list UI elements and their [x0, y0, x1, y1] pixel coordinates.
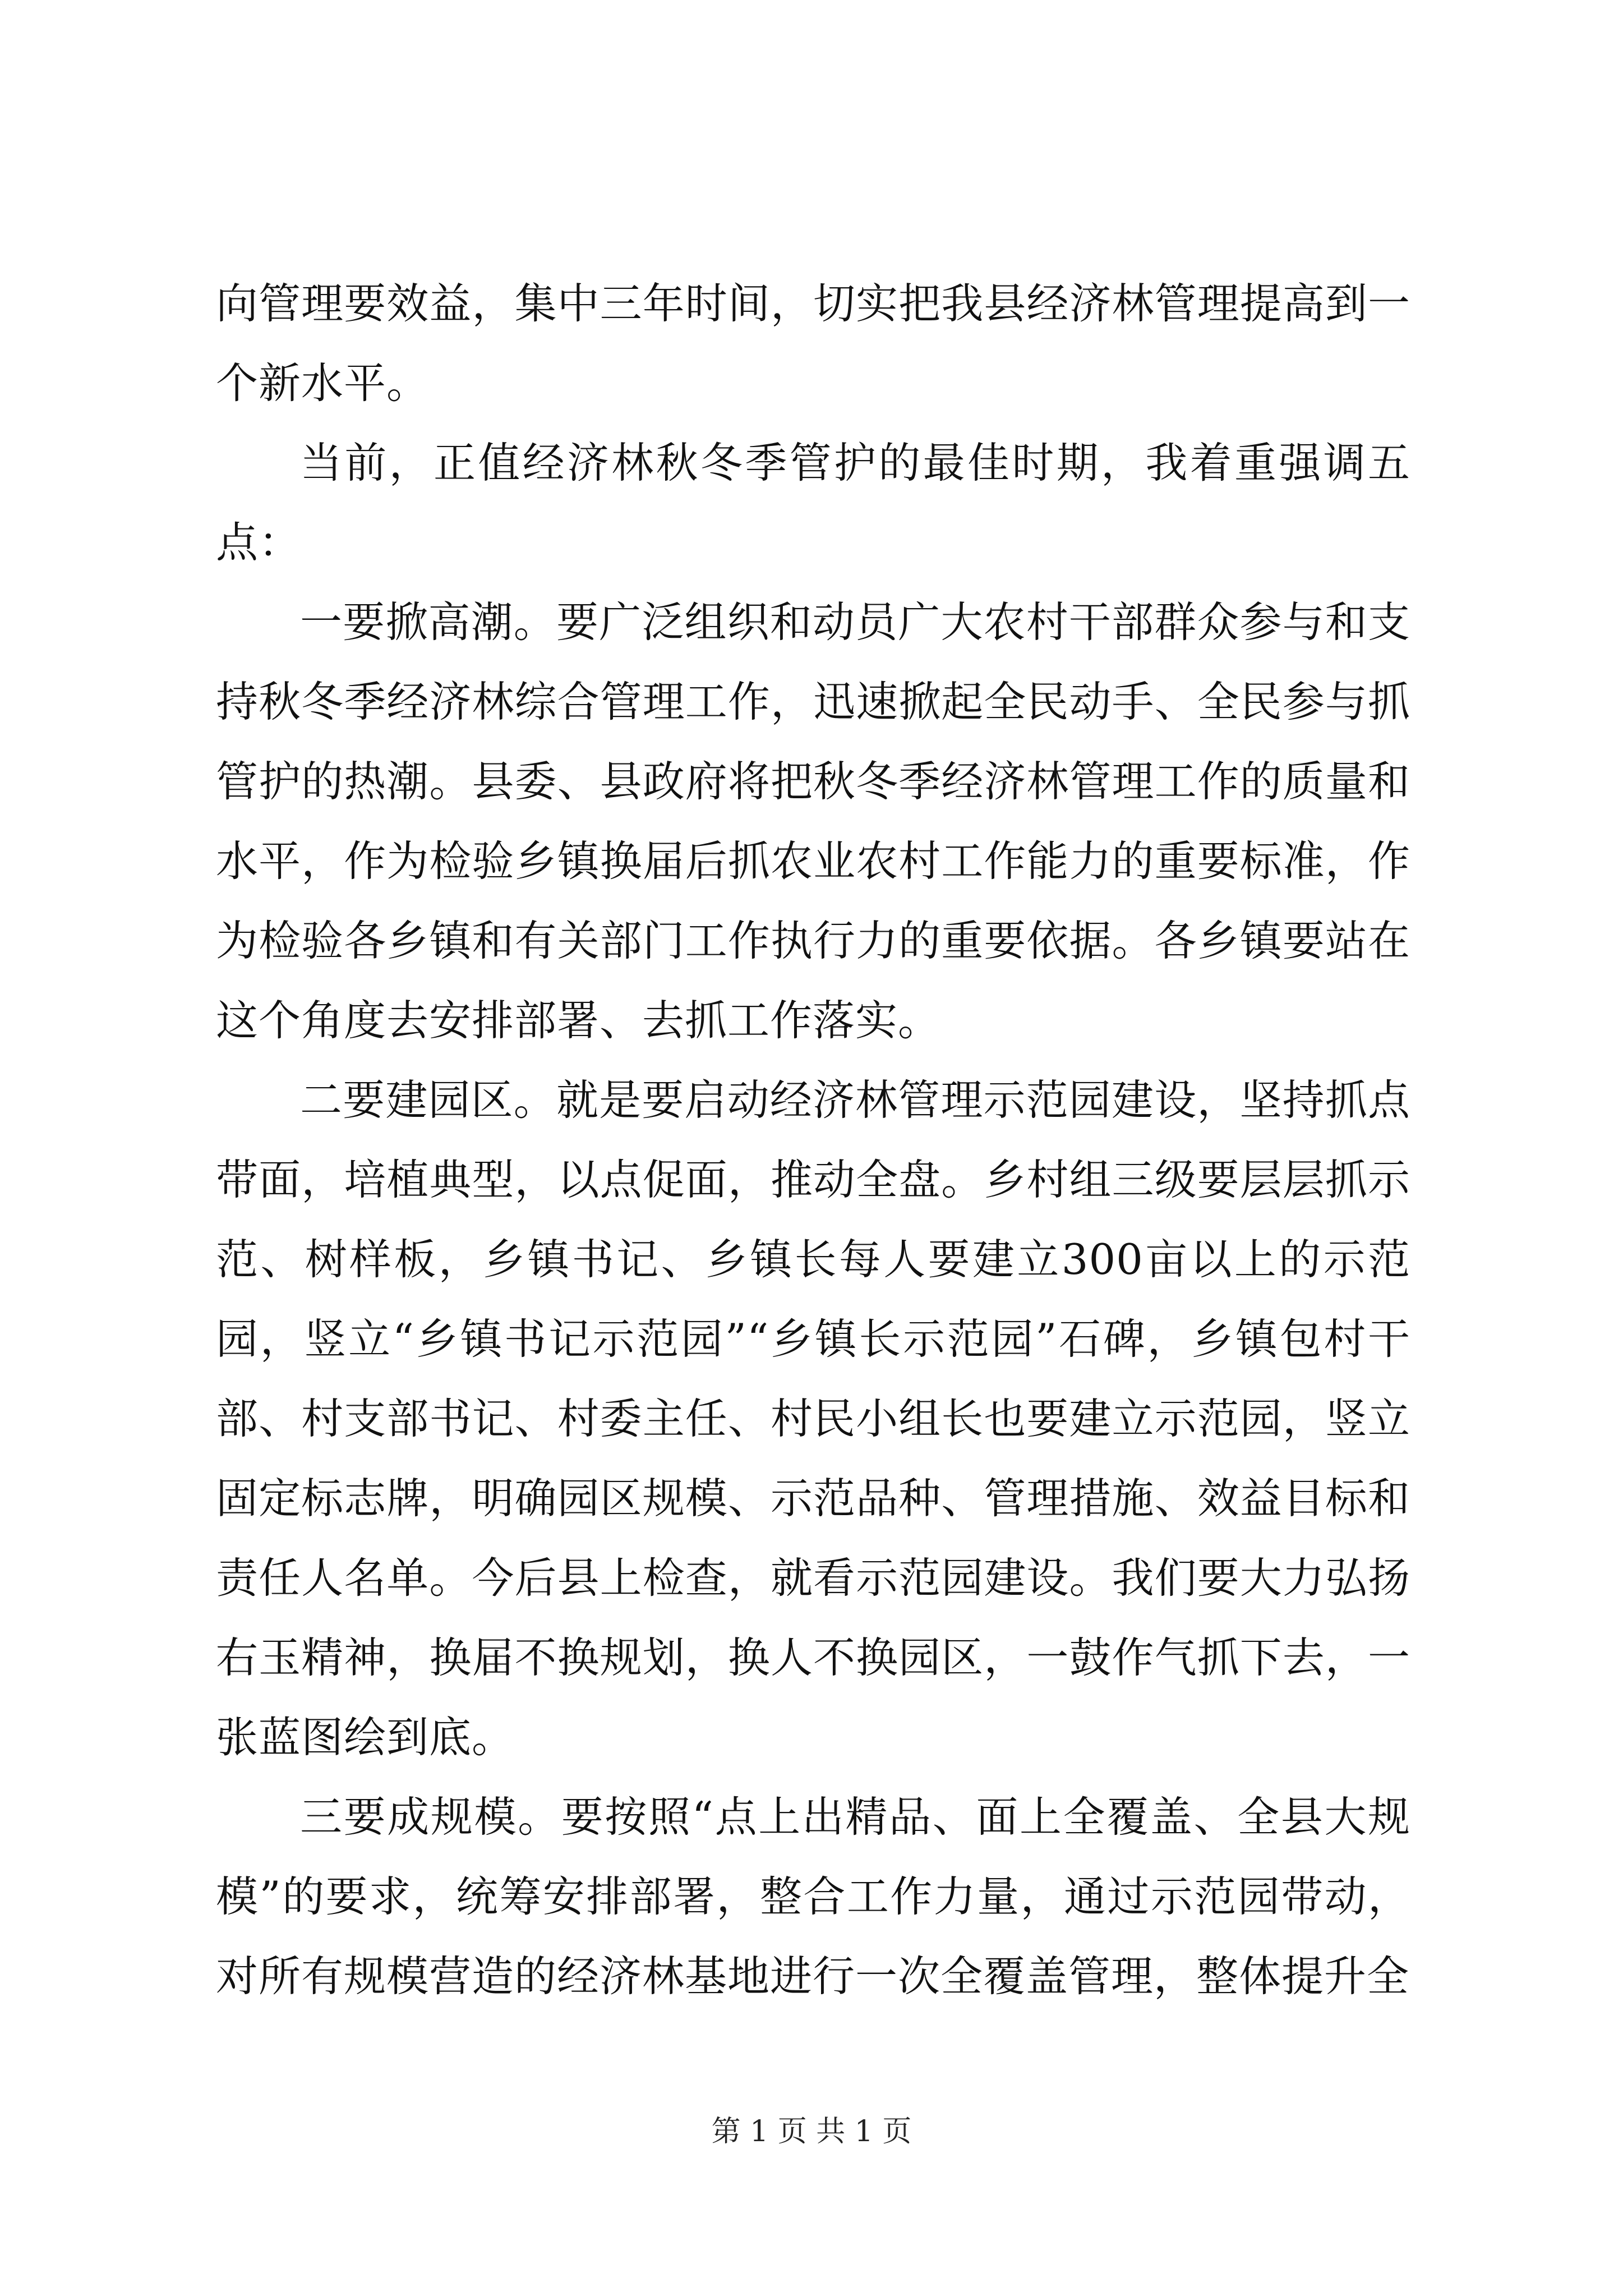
- document-body: [216, 264, 1410, 2016]
- page-footer: [0, 2115, 1623, 2148]
- paragraph-3: 一要掀高潮。要广泛组织和动员广大农村干部群众参与和支持秋冬季经济林综合管理工作，迅速掀起全民动手、全民参与抓管护的热潮。县委、县政府将把秋冬季经济林管理工作的质量和水平，作为检验乡镇换届后抓农业农村工作能力的重要标准，作为检验各乡镇和有关部门工作执行力的重要依据。各乡镇要站在这个角度去安排部署、去抓工作落实。: [216, 597, 1410, 1045]
- page-number-label: 第 1 页 共 1 页: [711, 2115, 912, 2148]
- paragraph-5: 三要成规模。要按照“点上出精品、面上全覆盖、全县大规模”的要求，统筹安排部署，整合工作力量，通过示范园带动，对所有规模营造的经济林基地进行一次全覆盖管理，整体提升全: [216, 1792, 1410, 2001]
- paragraph-2: 当前，正值经济林秋冬季管护的最佳时期，我着重强调五点：: [216, 438, 1410, 567]
- paragraph-1: 向管理要效益，集中三年时间，切实把我县经济林管理提高到一个新水平。: [216, 279, 1410, 408]
- paragraph-4: 二要建园区。就是要启动经济林管理示范园建设，坚持抓点带面，培植典型，以点促面，推动全盘。乡村组三级要层层抓示范、树样板，乡镇书记、乡镇长每人要建立300亩以上的示范园，竖立“乡镇书记示范园”“乡镇长示范园”石碑，乡镇包村干部、村支部书记、村委主任、村民小组长也要建立示范园，竖立固定标志牌，明确园区规模、示范品种、管理措施、效益目标和责任人名单。今后县上检查，就看示范园建设。我们要大力弘扬右玉精神，换届不换规划，换人不换园区，一鼓作气抓下去，一张蓝图绘到底。: [216, 1075, 1410, 1762]
